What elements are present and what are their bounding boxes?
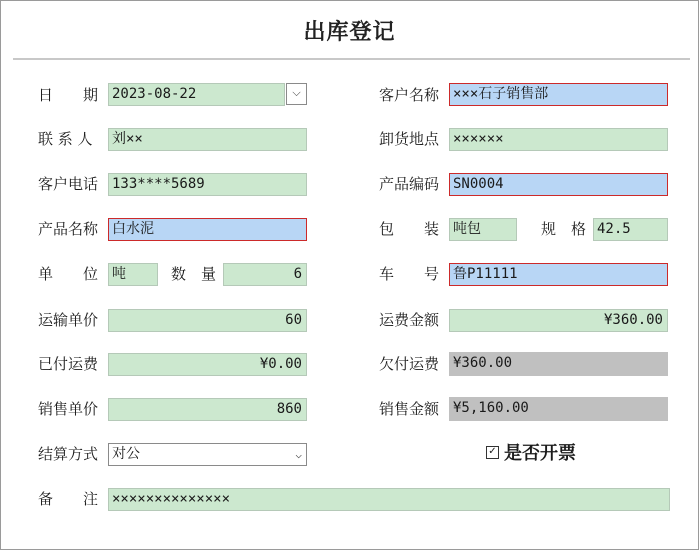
remark-label: 备 注 [38,490,99,508]
unload-location-label: 卸货地点 [379,130,440,148]
quantity-field[interactable]: 6 [223,263,307,286]
plate-field[interactable]: 鲁P11111 [449,263,668,286]
customer-name-label: 客户名称 [379,86,440,104]
contact-label: 联 系 人 [38,130,93,148]
freight-amount-label: 运费金额 [379,311,440,329]
packaging-field[interactable]: 吨包 [449,218,517,241]
settlement-select[interactable] [108,443,307,466]
product-name-field[interactable]: 白水泥 [108,218,307,241]
chevron-down-icon: ⌵ [295,448,302,461]
date-picker-button[interactable] [286,83,307,105]
spec-label: 规 格 [541,220,587,238]
invoice-label: 是否开票 [504,443,576,464]
sale-price-field[interactable]: 860 [108,398,307,421]
transport-price-label: 运输单价 [38,311,99,329]
sale-price-label: 销售单价 [38,400,99,418]
unpaid-freight-label: 欠付运费 [379,355,440,373]
contact-field[interactable]: 刘×× [108,128,307,151]
sales-amount-label: 销售金额 [379,400,440,418]
customer-phone-label: 客户电话 [38,175,99,193]
sales-amount-field: ¥5,160.00 [449,397,668,421]
product-name-label: 产品名称 [38,220,99,238]
product-code-label: 产品编码 [379,175,440,193]
checkbox-checked-icon[interactable]: ✓ [486,446,499,459]
settlement-value: 对公 [112,446,140,462]
unpaid-freight-field: ¥360.00 [449,352,668,376]
plate-label: 车 号 [379,265,440,283]
form-title: 出库登记 [303,19,396,45]
customer-phone-field[interactable]: 133****5689 [108,173,307,196]
date-label: 日 期 [38,86,99,104]
title-divider [13,58,690,60]
packaging-label: 包 装 [379,220,440,238]
transport-price-field[interactable]: 60 [108,309,307,332]
freight-amount-field[interactable]: ¥360.00 [449,309,668,332]
paid-freight-label: 已付运费 [38,355,99,373]
invoice-checkbox[interactable] [486,443,576,465]
unload-location-field[interactable]: ×××××× [449,128,668,151]
settlement-label: 结算方式 [38,445,99,463]
quantity-label: 数 量 [171,265,217,283]
unit-label: 单 位 [38,265,99,283]
unit-field[interactable]: 吨 [108,263,158,286]
paid-freight-field[interactable]: ¥0.00 [108,353,307,376]
product-code-field[interactable]: SN0004 [449,173,668,196]
date-field[interactable]: 2023-08-22 [108,83,285,106]
customer-name-field[interactable]: ×××石子销售部 [449,83,668,106]
spec-field[interactable]: 42.5 [593,218,668,241]
chevron-down-icon: ⌵ [292,86,301,99]
remark-field[interactable]: ×××××××××××××× [108,488,670,511]
